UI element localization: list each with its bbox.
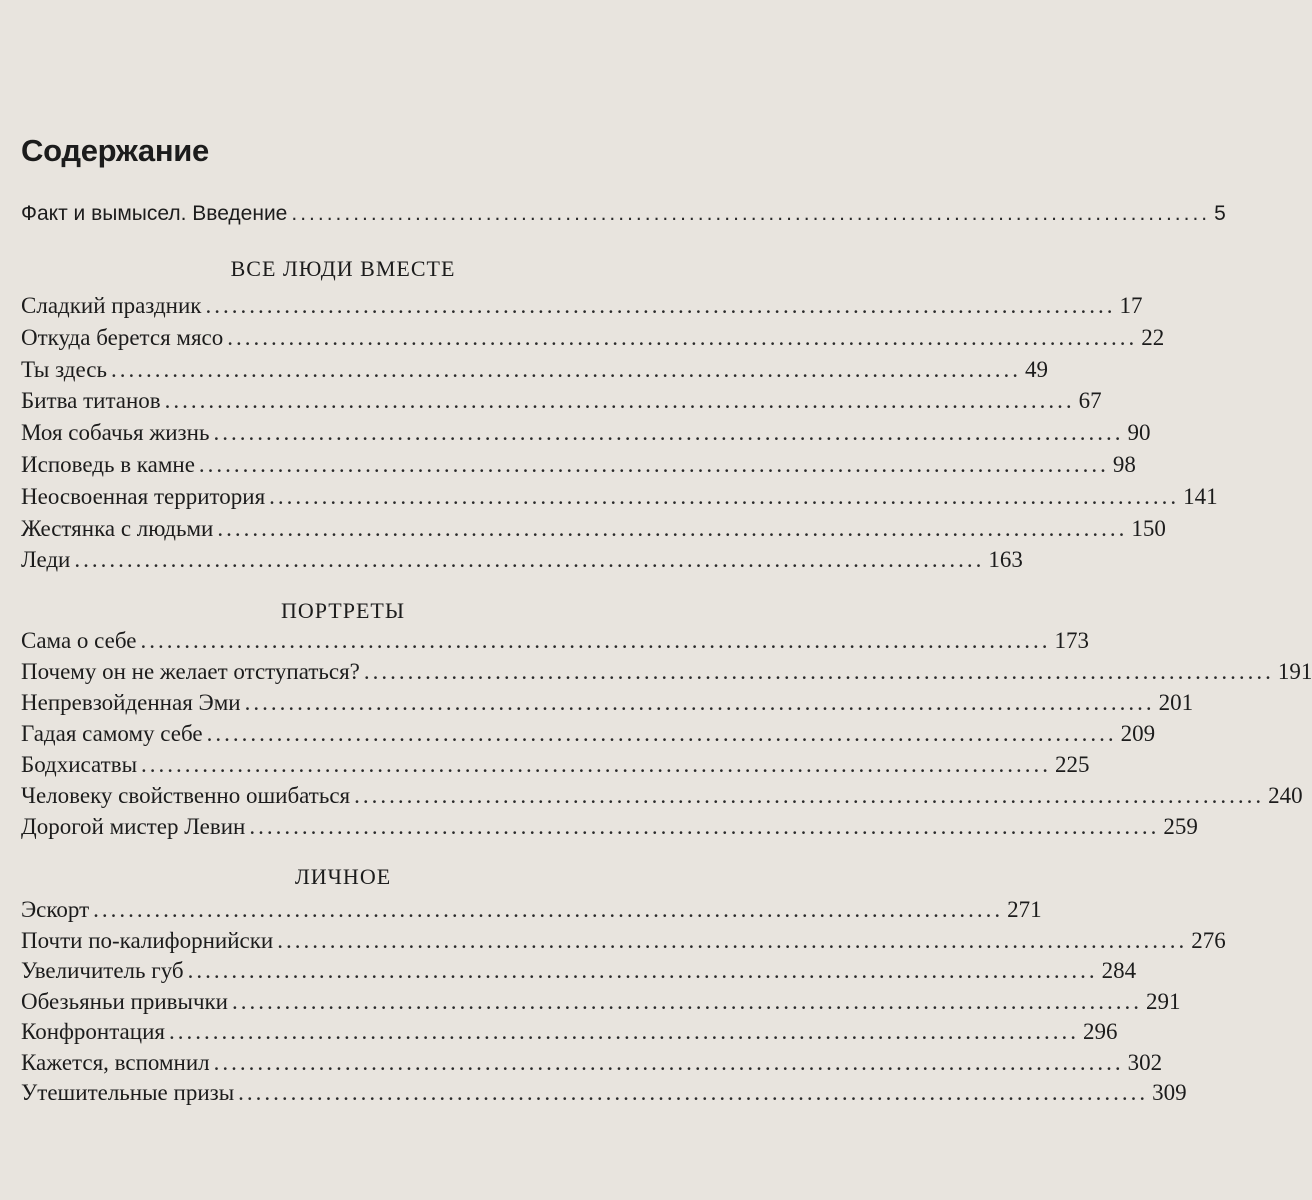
toc-entry [21,956,1137,986]
toc-entry [21,450,1136,480]
leader-dots: ........................................................................................................ [291,202,1211,225]
toc-entry-page: 17 [1119,293,1143,318]
toc-entry-page: 271 [1007,897,1042,922]
toc-entry [21,514,1166,544]
toc-entry-label: Непревзойденная Эми [21,690,241,715]
toc-entry-label: Бодхисатвы [21,752,138,777]
toc-entry-page: 259 [1163,814,1198,839]
section-title: ВСЕ ЛЮДИ ВМЕСТЕ [230,256,456,281]
toc-entry-intro [21,199,1226,229]
toc-entry-label: Сама о себе [21,628,137,653]
leader-dots: ........................................................................................................ [198,452,1109,477]
toc-entry-label: Откуда берется мясо [21,325,224,350]
page-title: Содержание [21,133,209,168]
toc-entry [21,1078,1187,1108]
toc-entry [21,895,1042,925]
toc-entry [21,482,1218,512]
toc-entry-label: Конфронтация [21,1019,165,1044]
leader-dots: ........................................................................................................ [168,1019,1079,1044]
toc-entry-page: 284 [1101,958,1137,983]
leader-dots: ........................................................................................................ [249,814,1160,839]
toc-entry-page: 150 [1131,516,1166,541]
toc-entry [21,781,1303,811]
toc-entry-label: Увеличитель губ [21,958,184,983]
toc-entry-page: 302 [1127,1050,1163,1075]
toc-entry-label: Почему он не желает отступаться? [21,659,360,684]
toc-entry-label: Дорогой мистер Левин [21,814,246,839]
toc-entry-label: Обезьяньи привычки [21,989,228,1014]
toc-entry-page: 22 [1141,325,1165,350]
toc-entry-label: Гадая самому себе [21,721,203,746]
toc-entry [21,355,1048,385]
toc-entry-page: 309 [1152,1080,1187,1105]
leader-dots: ........................................................................................................ [269,484,1180,509]
toc-entry-page: 163 [988,547,1023,572]
toc-entry-page: 67 [1078,388,1102,413]
toc-entry-label: Эскорт [21,897,90,922]
toc-entry-page: 98 [1112,452,1136,477]
toc-entry-page: 141 [1183,484,1218,509]
toc-entry-label: Утешительные призы [21,1080,235,1105]
toc-entry [21,418,1151,448]
leader-dots: ........................................................................................................ [238,1080,1149,1105]
toc-entry-page: 276 [1191,928,1226,953]
leader-dots: ........................................................................................................ [110,357,1021,382]
toc-entry [21,1017,1118,1047]
toc-entry-label: Моя собачья жизнь [21,420,210,445]
leader-dots: ........................................................................................................ [141,752,1052,777]
leader-dots: ........................................................................................................ [206,721,1117,746]
toc-entry-page: 291 [1146,989,1181,1014]
leader-dots: ........................................................................................................ [277,928,1188,953]
toc-entry-label: Ты здесь [21,357,107,382]
leader-dots: ........................................................................................................ [140,628,1051,653]
toc-entry [21,323,1165,353]
toc-entry-page: 90 [1127,420,1151,445]
toc-entry-label: Почти по-калифорнийски [21,928,274,953]
leader-dots: ........................................................................................................ [232,989,1142,1014]
toc-entry-page: 49 [1024,357,1048,382]
toc-entry [21,1048,1163,1078]
toc-entry-page: 296 [1082,1019,1118,1044]
toc-entry [21,719,1156,749]
toc-entry-label: Исповедь в камне [21,452,195,477]
toc-entry [21,545,1023,575]
section-title: ЛИЧНОЕ [294,864,392,889]
toc-entry-page: 191 [1277,659,1312,684]
leader-dots: ........................................................................................................ [227,325,1138,350]
section-title: ПОРТРЕТЫ [280,598,405,623]
toc-entry-label: Неосвоенная территория [21,484,266,509]
toc-entry-label: Кажется, вспомнил [21,1050,210,1075]
toc-entry-label: Леди [21,547,71,572]
toc-entry-label: Жестянка с людьми [21,516,214,541]
toc-entry-page: 240 [1268,783,1303,808]
leader-dots: ........................................................................................................ [213,1050,1124,1075]
leader-dots: ........................................................................................................ [74,547,985,572]
leader-dots: ........................................................................................................ [363,659,1274,684]
toc-entry [21,386,1102,416]
leader-dots: ........................................................................................................ [217,516,1128,541]
toc-entry [21,688,1194,718]
toc-entry-page: 209 [1120,721,1156,746]
toc-entry [21,626,1089,656]
toc-entry [21,291,1143,321]
toc-entry [21,657,1312,687]
toc-entry-label: Сладкий праздник [21,293,202,318]
toc-entry-label: Битва титанов [21,388,161,413]
leader-dots: ........................................................................................................ [205,293,1116,318]
leader-dots: ........................................................................................................ [354,783,1265,808]
toc-entry-page: 173 [1054,628,1089,653]
leader-dots: ........................................................................................................ [164,388,1075,413]
leader-dots: ........................................................................................................ [213,420,1124,445]
toc-entry-label: Человеку свойственно ошибаться [21,783,351,808]
toc-entry-page: 201 [1158,690,1194,715]
toc-entry-page: 5 [1214,202,1226,225]
toc-entry [21,812,1198,842]
leader-dots: ........................................................................................................ [187,958,1098,983]
toc-entry [21,926,1226,956]
leader-dots: ........................................................................................................ [244,690,1155,715]
toc-entry [21,750,1090,780]
toc-entry [21,987,1181,1017]
leader-dots: ........................................................................................................ [93,897,1004,922]
toc-entry-page: 225 [1055,752,1090,777]
toc-entry-label: Факт и вымысел. Введение [21,202,288,225]
